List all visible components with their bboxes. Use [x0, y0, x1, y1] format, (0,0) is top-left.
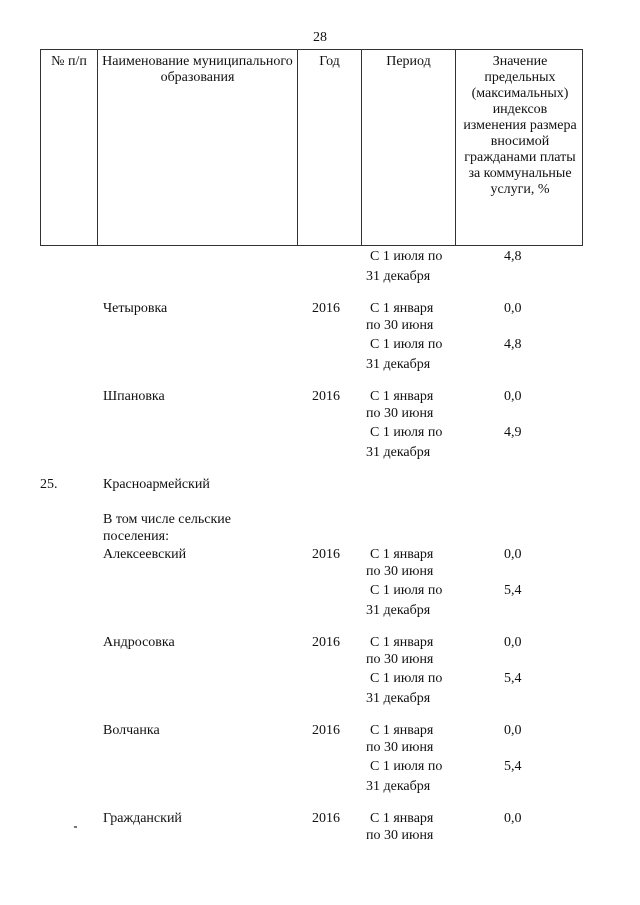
period-cell: 31 декабря: [366, 269, 431, 284]
period-cell: 31 декабря: [366, 603, 431, 618]
period-cell: по 30 июня: [366, 652, 434, 667]
value-cell: 0,0: [504, 723, 522, 738]
year-cell: 2016: [312, 635, 340, 650]
period-cell: 31 декабря: [366, 445, 431, 460]
period-cell: по 30 июня: [366, 564, 434, 579]
value-cell: 4,8: [504, 337, 522, 352]
header-period: Период: [361, 50, 455, 245]
header-num: № п/п: [51, 54, 87, 69]
period-cell: С 1 июля по: [370, 759, 443, 774]
header-value: Значение предельных (максимальных) индексов изменения размера вносимой гражданами платы за коммунальные услуги, %: [455, 50, 584, 245]
period-cell: С 1 июля по: [370, 425, 443, 440]
value-cell: 4,8: [504, 249, 522, 264]
period-cell: С 1 января: [370, 547, 434, 562]
value-cell: 5,4: [504, 671, 522, 686]
value-cell: 0,0: [504, 811, 522, 826]
period-cell: С 1 июля по: [370, 583, 443, 598]
period-cell: по 30 июня: [366, 318, 434, 333]
period-cell: С 1 июля по: [370, 337, 443, 352]
settlement-name: Четыровка: [103, 301, 168, 316]
period-cell: С 1 января: [370, 723, 434, 738]
year-cell: 2016: [312, 301, 340, 316]
scan-speck: [74, 826, 77, 828]
settlement-name: Шпановка: [103, 389, 165, 404]
period-cell: 31 декабря: [366, 357, 431, 372]
value-cell: 0,0: [504, 389, 522, 404]
subheading: В том числе сельские: [103, 512, 232, 527]
year-cell: 2016: [312, 547, 340, 562]
period-cell: С 1 января: [370, 635, 434, 650]
period-cell: по 30 июня: [366, 740, 434, 755]
value-cell: 0,0: [504, 635, 522, 650]
settlement-name: Андросовка: [103, 635, 175, 650]
year-cell: 2016: [312, 811, 340, 826]
period-cell: по 30 июня: [366, 406, 434, 421]
period-cell: С 1 января: [370, 301, 434, 316]
period-cell: 31 декабря: [366, 691, 431, 706]
value-cell: 5,4: [504, 759, 522, 774]
district-number: 25.: [40, 477, 58, 492]
period-cell: 31 декабря: [366, 779, 431, 794]
table-header: [40, 49, 583, 246]
value-cell: 0,0: [504, 547, 522, 562]
value-cell: 4,9: [504, 425, 522, 440]
settlement-name: Гражданский: [103, 811, 182, 826]
header-name: Наименование муниципального образования: [97, 50, 297, 245]
district-name: Красноармейский: [103, 477, 210, 492]
year-cell: 2016: [312, 723, 340, 738]
period-cell: С 1 января: [370, 811, 434, 826]
year-cell: 2016: [312, 389, 340, 404]
period-cell: С 1 июля по: [370, 249, 443, 264]
header-year: Год: [297, 50, 361, 245]
value-cell: 5,4: [504, 583, 522, 598]
period-cell: С 1 января: [370, 389, 434, 404]
period-cell: С 1 июля по: [370, 671, 443, 686]
settlement-name: Алексеевский: [103, 547, 187, 562]
value-cell: 0,0: [504, 301, 522, 316]
settlement-name: Волчанка: [103, 723, 160, 738]
subheading: поселения:: [103, 529, 169, 544]
period-cell: по 30 июня: [366, 828, 434, 843]
page-number: 28: [313, 30, 327, 45]
